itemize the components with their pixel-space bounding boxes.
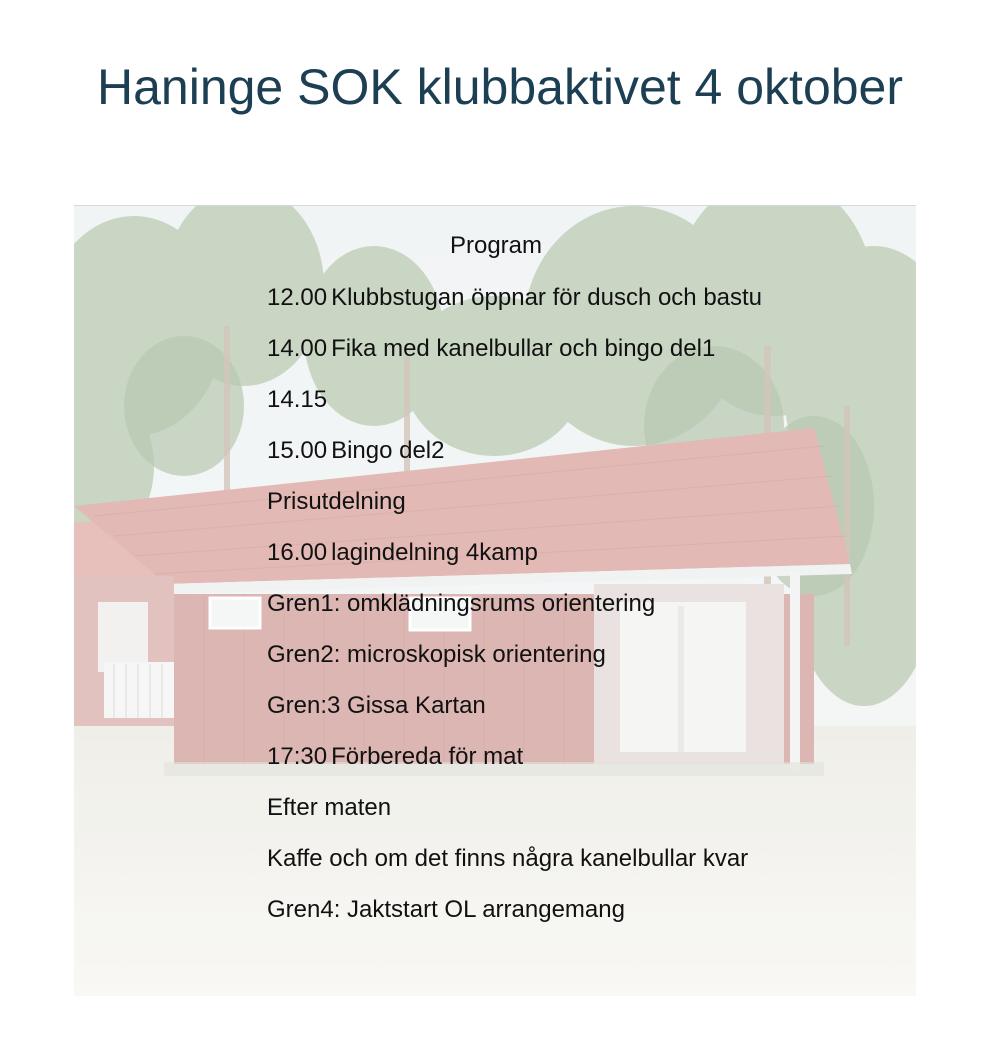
- item-text: Efter maten: [267, 794, 392, 821]
- item-text: Prisutdelning: [267, 488, 406, 515]
- page-title: Haninge SOK klubbaktivet 4 oktober: [96, 59, 904, 115]
- item-text: Gren:3 Gissa Kartan: [267, 692, 486, 719]
- item-text: Gren4: Jaktstart OL arrangemang: [267, 896, 625, 923]
- program-item: [267, 431, 867, 471]
- program-item: [267, 686, 867, 726]
- item-time: 14.00: [267, 335, 328, 362]
- program-item: [267, 278, 867, 318]
- item-time: 12.00: [267, 284, 328, 311]
- program-item: [267, 737, 867, 777]
- item-time: 16.00: [267, 539, 328, 566]
- item-text: Gren2: microskopisk orientering: [267, 641, 606, 668]
- program-item: [267, 890, 867, 930]
- item-text: Gren1: omklädningsrums orientering: [267, 590, 656, 617]
- program-item: [267, 839, 867, 879]
- item-text: lagindelning 4kamp: [331, 539, 538, 566]
- item-text: Fika med kanelbullar och bingo del1: [331, 335, 716, 362]
- item-time: 17:30: [267, 743, 328, 770]
- item-text: Bingo del2: [331, 437, 445, 464]
- program-item: [267, 788, 867, 828]
- program-item: [267, 482, 867, 522]
- program-list: [267, 226, 867, 941]
- item-text: Kaffe och om det finns några kanelbullar kvar: [267, 845, 749, 872]
- program-item: [267, 380, 867, 420]
- item-time: 15.00: [267, 437, 328, 464]
- program-item: [267, 635, 867, 675]
- program-heading: Program: [449, 232, 543, 259]
- program-item: [267, 584, 867, 624]
- program-item: [267, 533, 867, 573]
- item-time: 14.15: [267, 386, 328, 413]
- program-item: [267, 329, 867, 369]
- item-text: Förbereda för mat: [331, 743, 524, 770]
- item-text: Klubbstugan öppnar för dusch och bastu: [331, 284, 763, 311]
